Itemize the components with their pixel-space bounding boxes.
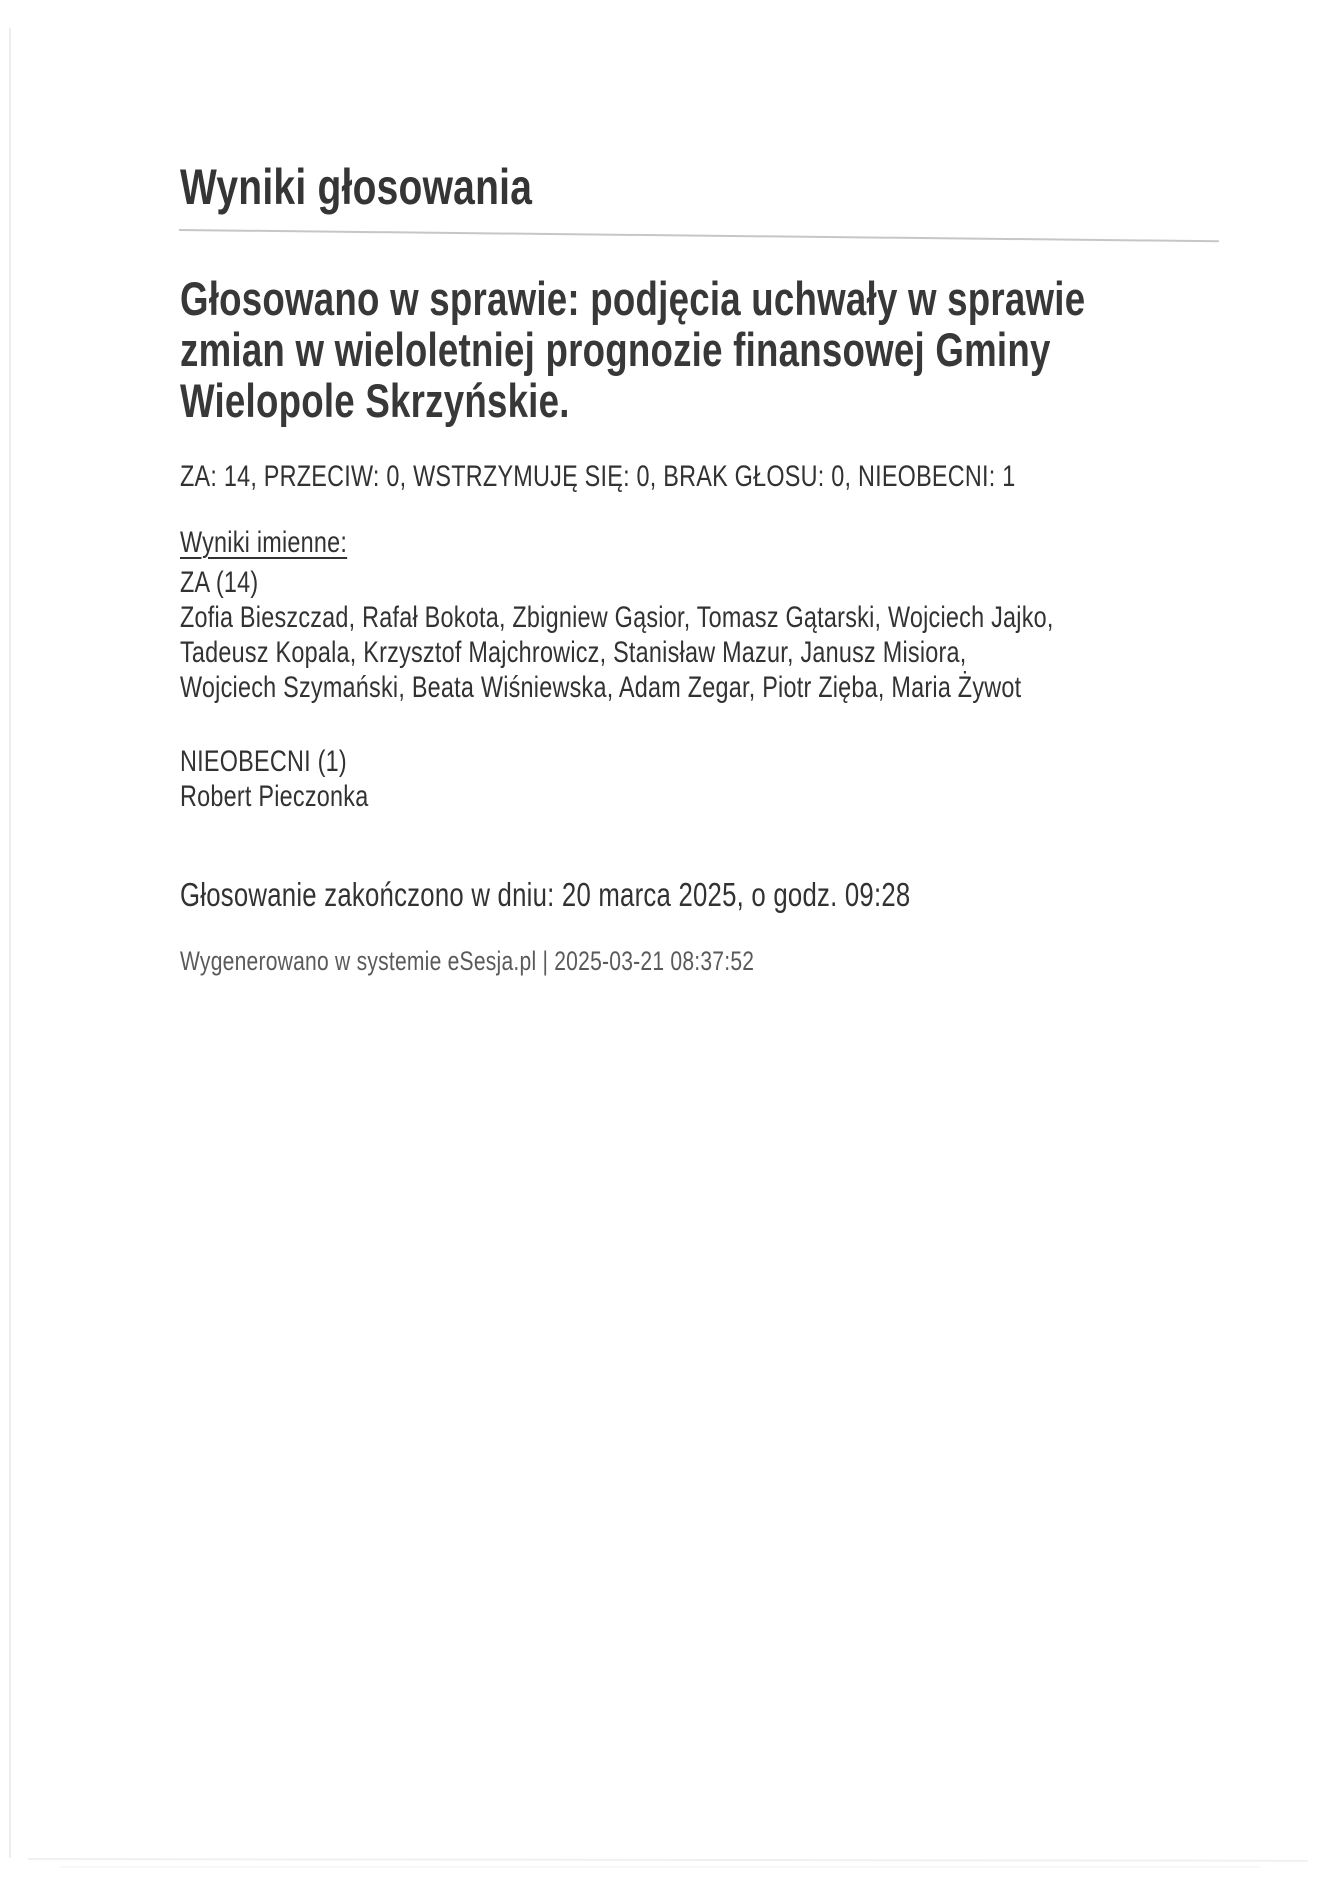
- za-voters-line-1: Zofia Bieszczad, Rafał Bokota, Zbigniew Gąsior, Tomasz Gątarski, Wojciech Jajko,: [180, 601, 1054, 634]
- voting-subject-heading: [180, 273, 1334, 426]
- za-votes-section: [180, 565, 1300, 705]
- absent-members-line: Robert Pieczonka: [180, 780, 369, 813]
- named-results-heading: [180, 525, 394, 560]
- scan-left-edge: [9, 28, 11, 1858]
- za-voters-line-3: Wojciech Szymański, Beata Wiśniewska, Adam Zegar, Piotr Zięba, Maria Żywot: [180, 671, 1022, 704]
- named-results-heading-text: Wyniki imienne:: [180, 526, 348, 559]
- subject-line-2: zmian w wieloletniej prognozie finansowej Gminy: [180, 323, 1051, 376]
- generated-footer-line: [180, 946, 916, 977]
- absent-label: NIEOBECNI (1): [180, 745, 347, 778]
- scan-bottom-edge: [28, 1858, 1308, 1862]
- subject-line-1: Głosowano w sprawie: podjęcia uchwały w sprawie: [180, 272, 1086, 325]
- vote-summary-line: [180, 459, 1251, 494]
- za-votes-label: ZA (14): [180, 566, 259, 599]
- generated-footer-text: Wygenerowano w systemie eSesja.pl | 2025-03-21 08:37:52: [180, 946, 755, 976]
- document-title-text: Wyniki głosowania: [180, 159, 533, 215]
- voting-closed-line: [180, 876, 1117, 914]
- title-divider-line: [179, 229, 1219, 242]
- voting-closed-text: Głosowanie zakończono w dniu: 20 marca 2025, o godz. 09:28: [180, 876, 911, 913]
- scan-bottom-edge-shadow: [60, 1866, 1260, 1868]
- za-voters-line-2: Tadeusz Kopala, Krzysztof Majchrowicz, Stanisław Mazur, Janusz Misiora,: [180, 636, 967, 669]
- document-title: [180, 160, 632, 215]
- subject-line-3: Wielopole Skrzyńskie.: [180, 374, 570, 427]
- vote-summary-text: ZA: 14, PRZECIW: 0, WSTRZYMUJĘ SIĘ: 0, BRAK GŁOSU: 0, NIEOBECNI: 1: [180, 460, 1016, 493]
- absent-section: [180, 744, 422, 814]
